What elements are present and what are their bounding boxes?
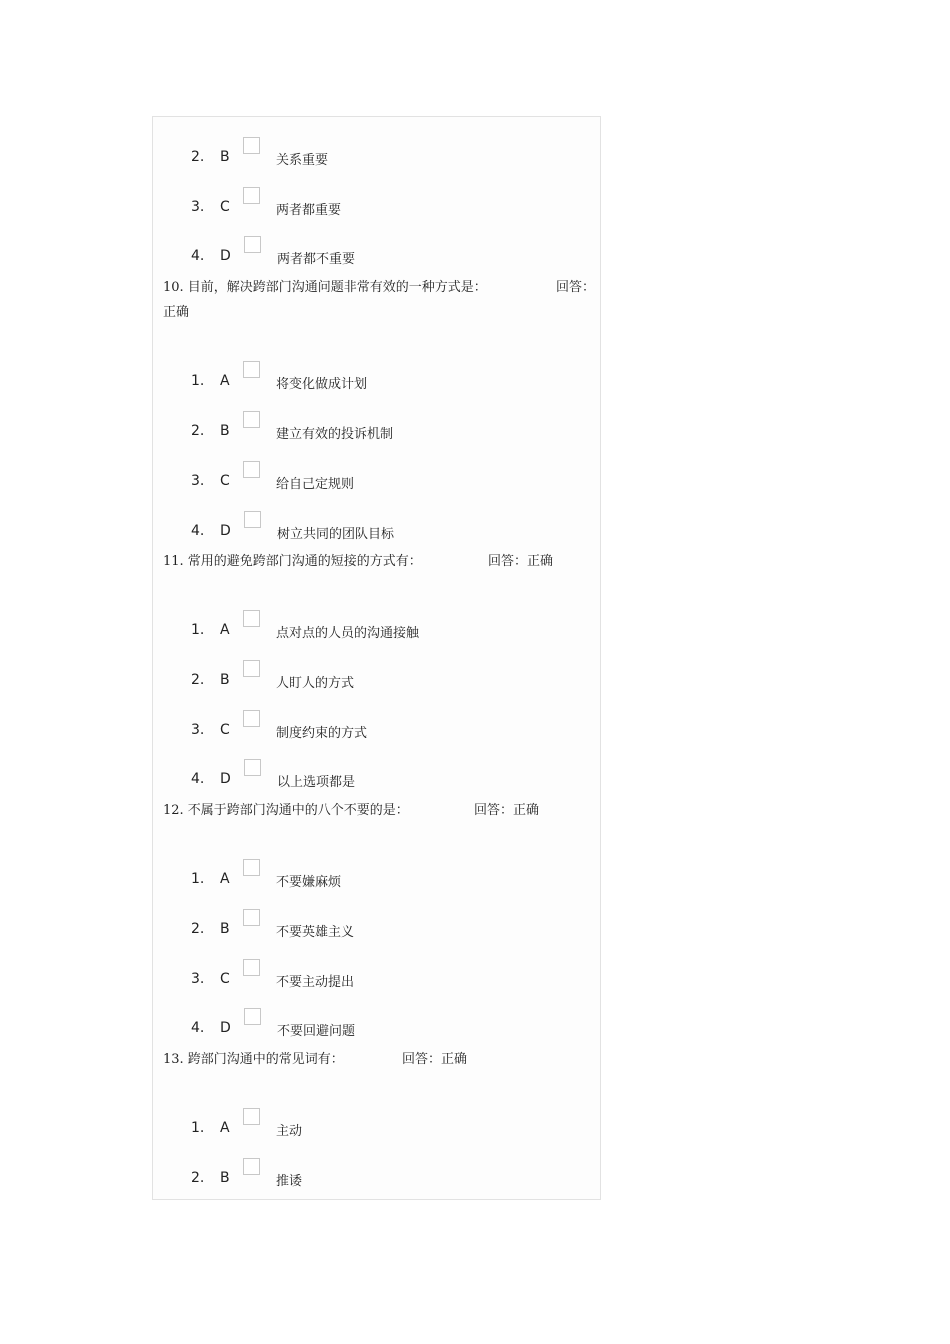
- option-text: 不要回避问题: [277, 1024, 356, 1039]
- option-letter: A: [220, 871, 230, 887]
- option-checkbox[interactable]: [243, 411, 260, 428]
- option-number: 3.: [191, 199, 205, 215]
- question-text: 12. 不属于跨部门沟通中的八个不要的是：: [163, 803, 409, 818]
- option-number: 3.: [191, 722, 205, 738]
- question-13: [163, 1047, 595, 1072]
- answer-status: 回答：正确: [402, 1052, 468, 1067]
- q12-option-c: [153, 959, 593, 989]
- answer-label: 回答：: [556, 280, 596, 295]
- q9-option-d: [153, 236, 593, 266]
- option-number: 2.: [191, 921, 205, 937]
- question-12: [163, 798, 595, 823]
- q11-option-b: [153, 660, 593, 690]
- option-checkbox[interactable]: [243, 859, 260, 876]
- option-checkbox[interactable]: [243, 959, 260, 976]
- option-letter: A: [220, 622, 230, 638]
- option-checkbox[interactable]: [243, 137, 260, 154]
- q13-option-b: [153, 1158, 593, 1188]
- q10-option-a: [153, 361, 593, 391]
- q12-option-d: [153, 1008, 593, 1038]
- option-text: 推诿: [276, 1174, 303, 1189]
- option-letter: D: [220, 1020, 231, 1036]
- option-checkbox[interactable]: [244, 1008, 261, 1025]
- option-text: 将变化做成计划: [276, 377, 368, 392]
- option-number: 4.: [191, 248, 205, 264]
- q12-option-b: [153, 909, 593, 939]
- option-number: 3.: [191, 971, 205, 987]
- option-text: 给自己定规则: [276, 477, 355, 492]
- option-letter: B: [220, 1170, 230, 1186]
- option-number: 1.: [191, 622, 205, 638]
- q13-option-a: [153, 1108, 593, 1138]
- option-number: 2.: [191, 423, 205, 439]
- option-number: 1.: [191, 373, 205, 389]
- option-number: 3.: [191, 473, 205, 489]
- q11-option-c: [153, 710, 593, 740]
- option-checkbox[interactable]: [244, 511, 261, 528]
- option-text: 两者都不重要: [277, 252, 356, 267]
- q10-option-b: [153, 411, 593, 441]
- option-letter: C: [220, 473, 230, 489]
- option-text: 不要主动提出: [276, 975, 355, 990]
- q11-option-d: [153, 759, 593, 789]
- option-number: 4.: [191, 771, 205, 787]
- q12-option-a: [153, 859, 593, 889]
- quiz-results-panel: [152, 116, 601, 1200]
- question-11: [163, 549, 595, 574]
- option-text: 人盯人的方式: [276, 676, 355, 691]
- option-letter: C: [220, 722, 230, 738]
- option-number: 2.: [191, 672, 205, 688]
- option-number: 4.: [191, 1020, 205, 1036]
- option-letter: A: [220, 373, 230, 389]
- option-checkbox[interactable]: [243, 909, 260, 926]
- option-letter: B: [220, 149, 230, 165]
- question-text: 13. 跨部门沟通中的常见词有：: [163, 1052, 344, 1067]
- bottom-ruler-decoration: [153, 1193, 600, 1199]
- option-checkbox[interactable]: [243, 361, 260, 378]
- q10-option-c: [153, 461, 593, 491]
- option-checkbox[interactable]: [243, 1158, 260, 1175]
- option-checkbox[interactable]: [243, 187, 260, 204]
- option-text: 制度约束的方式: [276, 726, 368, 741]
- q10-option-d: [153, 511, 593, 541]
- answer-status: 回答：正确: [474, 803, 540, 818]
- option-text: 关系重要: [276, 153, 329, 168]
- question-10: [163, 275, 595, 325]
- q11-option-a: [153, 610, 593, 640]
- option-letter: C: [220, 199, 230, 215]
- option-number: 1.: [191, 871, 205, 887]
- option-checkbox[interactable]: [243, 461, 260, 478]
- q9-option-b: [153, 137, 593, 167]
- answer-status: 回答：正确: [488, 554, 554, 569]
- option-number: 2.: [191, 1170, 205, 1186]
- option-letter: A: [220, 1120, 230, 1136]
- option-letter: B: [220, 423, 230, 439]
- option-text: 建立有效的投诉机制: [276, 427, 394, 442]
- option-text: 主动: [276, 1124, 303, 1139]
- option-letter: C: [220, 971, 230, 987]
- option-number: 1.: [191, 1120, 205, 1136]
- option-checkbox[interactable]: [243, 660, 260, 677]
- answer-value: 正确: [163, 305, 190, 320]
- option-text: 以上选项都是: [277, 775, 356, 790]
- option-letter: D: [220, 523, 231, 539]
- question-text: 10. 目前，解决跨部门沟通问题非常有效的一种方式是：: [163, 280, 487, 295]
- option-text: 两者都重要: [276, 203, 342, 218]
- option-checkbox[interactable]: [244, 236, 261, 253]
- question-text: 11. 常用的避免跨部门沟通的短接的方式有：: [163, 554, 422, 569]
- q9-option-c: [153, 187, 593, 217]
- option-text: 不要嫌麻烦: [276, 875, 342, 890]
- option-number: 2.: [191, 149, 205, 165]
- option-checkbox[interactable]: [243, 610, 260, 627]
- option-text: 点对点的人员的沟通接触: [276, 626, 420, 641]
- option-checkbox[interactable]: [243, 1108, 260, 1125]
- option-text: 不要英雄主义: [276, 925, 355, 940]
- option-letter: B: [220, 921, 230, 937]
- option-letter: D: [220, 771, 231, 787]
- option-text: 树立共同的团队目标: [277, 527, 395, 542]
- option-letter: B: [220, 672, 230, 688]
- option-checkbox[interactable]: [243, 710, 260, 727]
- option-number: 4.: [191, 523, 205, 539]
- option-letter: D: [220, 248, 231, 264]
- option-checkbox[interactable]: [244, 759, 261, 776]
